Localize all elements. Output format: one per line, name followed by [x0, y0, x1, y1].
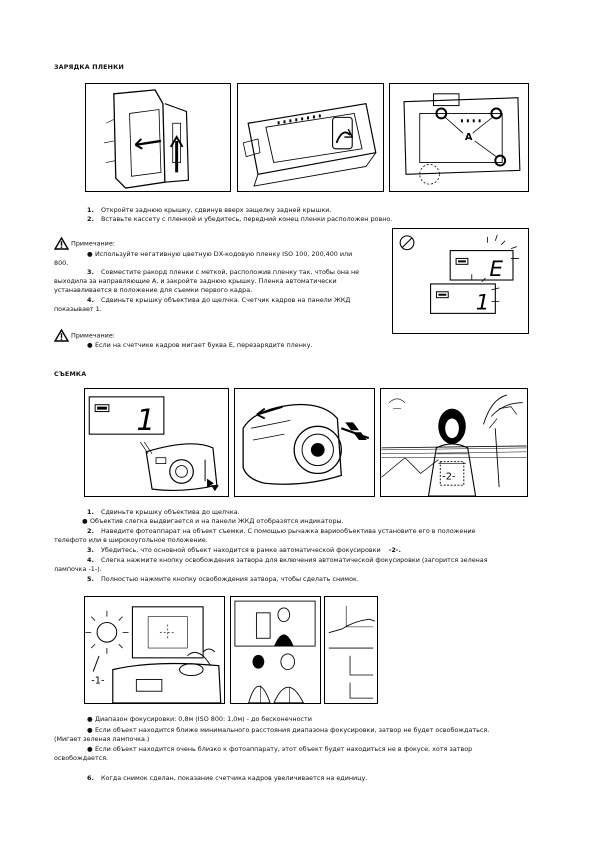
figure-open-back-cover [85, 83, 231, 192]
lcd-letter-e: E [489, 257, 504, 283]
af-frame-mark-2: -2- [442, 471, 456, 483]
note-1-bullet: ● Используйте негативную цветную DX-кодовую пленку ISO 100, 200,400 или [87, 250, 353, 258]
focus-bullet-1: ● Диапазон фокусировки: 0,8м (ISO 800: 1,0м) - до бесконечности [87, 715, 312, 723]
figure-focus-examples [230, 596, 321, 704]
loading-step-4-line-2: показывает 1. [54, 305, 102, 313]
loading-step-1: 1. Откройте заднюю крышку, сдвинув вверх защелку задней крышки. [87, 206, 332, 214]
shooting-step-2-line-2: телефото или в широкоугольное положение. [54, 536, 208, 544]
figure-close-range-hand [324, 596, 378, 704]
shooting-step-6: 6. Когда снимок сделан, показание счетчика кадров увеличивается на единицу. [87, 774, 368, 782]
shooting-step-4-line-2: лампочка -1-). [54, 565, 102, 573]
loading-step-4: 4. Сдвиньте крышку объектива до щелчка. Счетчик кадров на панели ЖКД [87, 296, 351, 304]
note-2-bullet: ● Если на счетчике кадров мигает буква Е, перезарядите пленку. [87, 341, 313, 349]
shooting-step-1: 1. Сдвиньте крышку объектива до щелчка. [87, 508, 240, 516]
focus-bullet-3-line-2: освобождается. [54, 754, 109, 762]
warning-triangle-icon [54, 237, 69, 250]
focus-bullet-2: ● Если объект находится ближе минимального расстояния диапазона фокусировки, затвор не будет освобождаться. [87, 726, 490, 734]
section-title-shooting: СЪЕМКА [54, 371, 87, 378]
shooting-step-2: 2. Наведите фотоаппарат на объект съемки. С помощью рычажка вариообъектива установите его в положение [87, 527, 476, 535]
green-lamp-mark-1: -1- [91, 675, 105, 687]
figure-frame-subject [380, 388, 528, 497]
figure-lcd-counter [392, 228, 529, 334]
loading-step-2: 2. Вставьте кассету с пленкой и убедитесь, передний конец пленки расположен ровно. [87, 215, 393, 223]
shooting-step-5: 5. Полностью нажмите кнопку освобождения затвора, чтобы сделать снимок. [87, 575, 359, 583]
shooting-step-4: 4. Слегка нажмите кнопку освобождения затвора для включения автоматической фокусировки (загорится зеленая [87, 556, 488, 564]
figure-align-film-leader [389, 83, 529, 192]
warning-triangle-icon [54, 329, 69, 342]
af-frame-reference: -2-. [388, 546, 401, 554]
lcd-digit-1: 1 [475, 290, 490, 316]
figure-half-press-shutter [84, 596, 225, 704]
note-2-label: Примечание: [71, 331, 115, 340]
section-title-loading: ЗАРЯДКА ПЛЕНКИ [54, 64, 124, 71]
focus-bullet-2-line-2: (Мигает зеленая лампочка.) [54, 735, 150, 743]
loading-step-3-line-2: выходила за направляющие А, и закройте заднюю крышку. Пленка автоматически [54, 277, 337, 285]
shooting-bullet-1: ● Объектив слегка выдвигается и на панели ЖКД отобразятся индикаторы. [82, 517, 344, 525]
loading-step-3: 3. Совместите ракорд пленки с меткой, расположив пленку так, чтобы она не [87, 268, 360, 276]
lcd-frame-count: 1 [136, 403, 156, 438]
note-1 [54, 237, 115, 250]
figure-insert-cassette [237, 83, 384, 192]
shooting-step-3: 3. Убедитесь, что основной объект находится в рамке автоматической фокусировки -2-. [87, 546, 401, 554]
note-1-bullet-cont: 800. [54, 259, 69, 267]
figure-zoom-lever [234, 388, 375, 497]
note-1-label: Примечание: [71, 239, 115, 248]
figure-label-a: A [464, 131, 473, 143]
loading-step-3-line-3: устанавливается в положение для съемки первого кадра. [54, 286, 253, 294]
focus-bullet-3: ● Если объект находится очень близко к фотоаппарату, этот объект будет находиться не в фокусе, хотя затвор [87, 745, 473, 753]
figure-lens-cover-open [84, 388, 229, 497]
